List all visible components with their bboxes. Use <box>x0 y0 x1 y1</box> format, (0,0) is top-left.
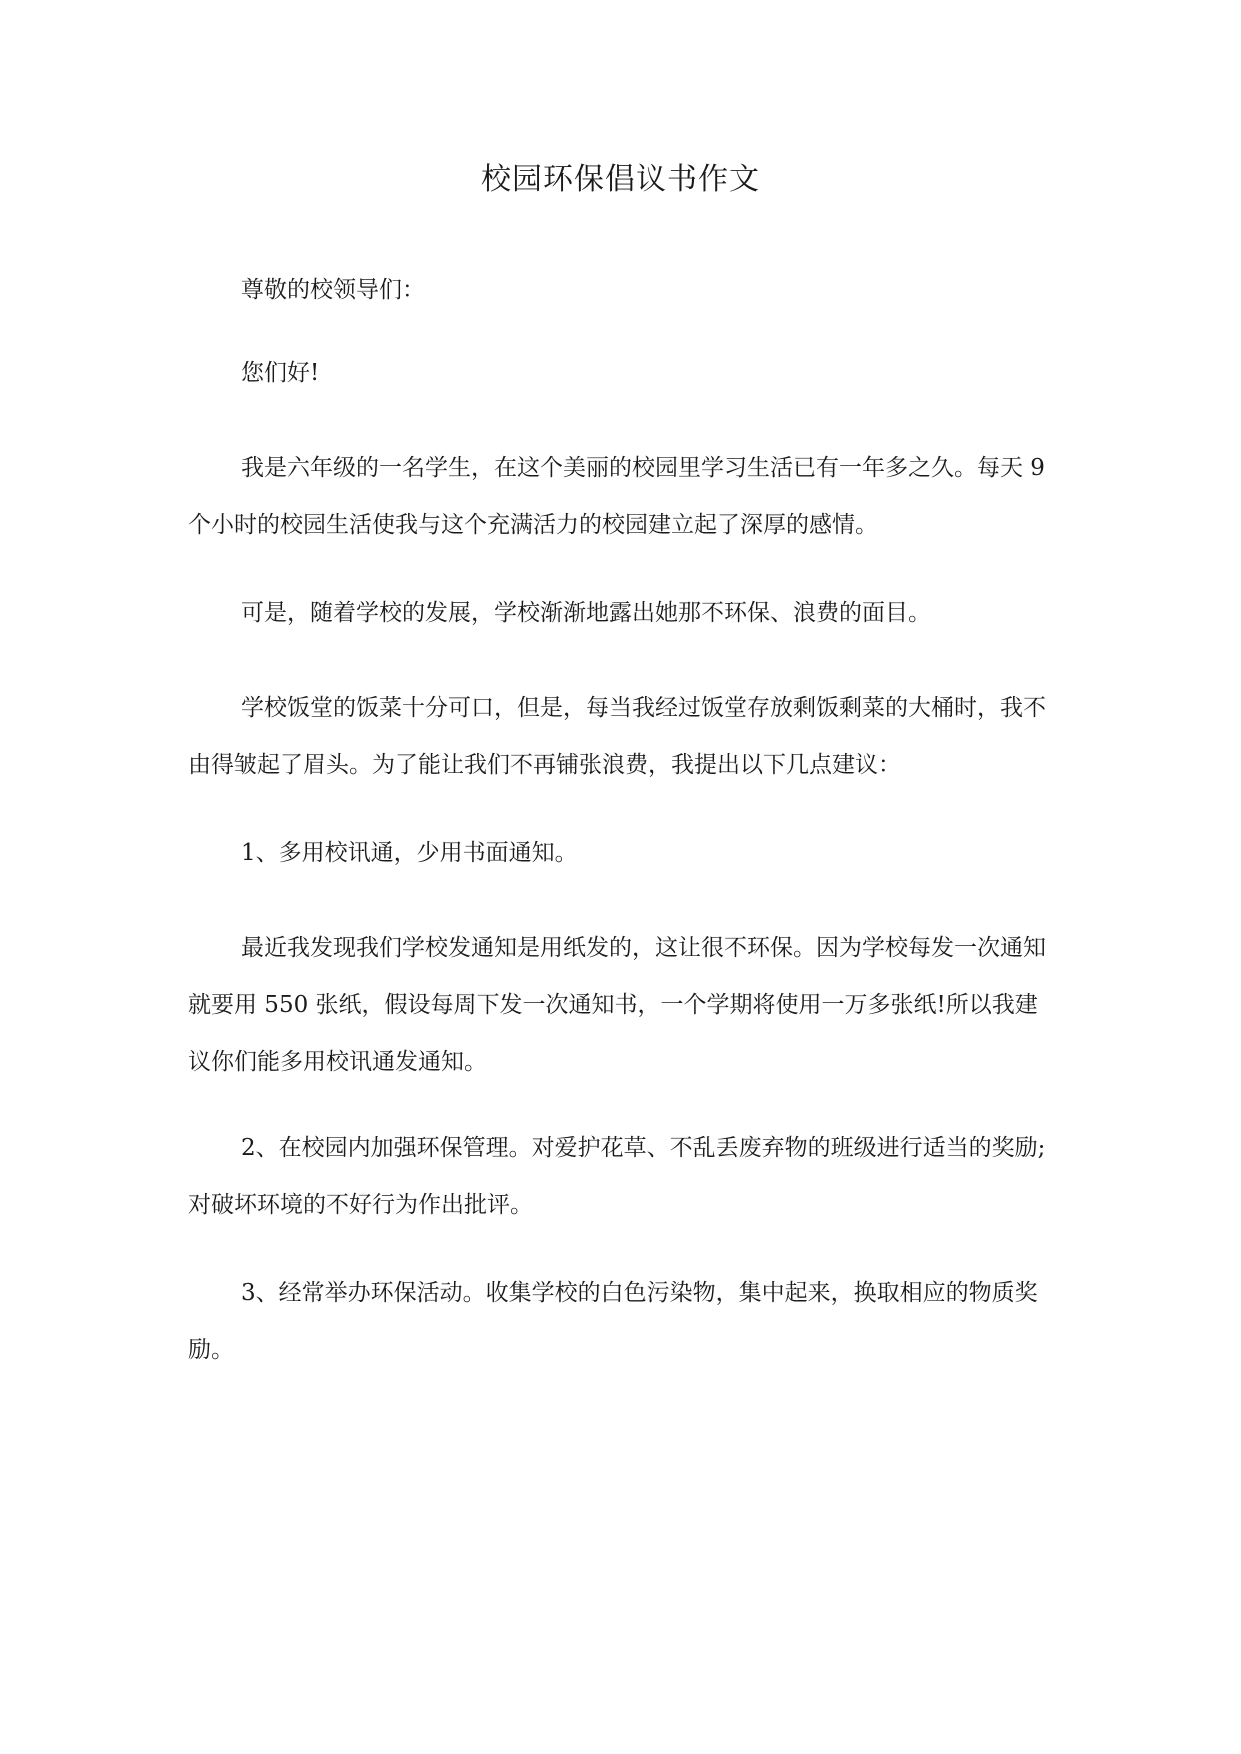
paragraph-canteen: 学校饭堂的饭菜十分可口，但是，每当我经过饭堂存放剩饭剩菜的大桶时，我不由得皱起了眉头。为了能让我们不再铺张浪费，我提出以下几点建议： <box>188 695 1046 778</box>
paragraph-problem: 可是，随着学校的发展，学校渐渐地露出她那不环保、浪费的面目。 <box>241 600 931 626</box>
document-title: 校园环保倡议书作文 <box>481 162 760 197</box>
greeting: 您们好! <box>241 360 320 386</box>
suggestion-2: 2、在校园内加强环保管理。对爱护花草、不乱丢废弃物的班级进行适当的奖励;对破坏环境的不好行为作出批评。 <box>188 1135 1046 1218</box>
suggestion-1-heading: 1、多用校讯通，少用书面通知。 <box>241 840 578 866</box>
suggestion-1-body: 最近我发现我们学校发通知是用纸发的，这让很不环保。因为学校每发一次通知就要用 550 张纸，假设每周下发一次通知书，一个学期将使用一万多张纸!所以我建议你们能多用校讯通发通知。 <box>188 935 1046 1075</box>
suggestion-3: 3、经常举办环保活动。收集学校的白色污染物，集中起来，换取相应的物质奖励。 <box>188 1280 1038 1363</box>
paragraph-intro: 我是六年级的一名学生，在这个美丽的校园里学习生活已有一年多之久。每天 9 个小时的校园生活使我与这个充满活力的校园建立起了深厚的感情。 <box>188 455 1045 538</box>
salutation: 尊敬的校领导们： <box>241 277 425 303</box>
